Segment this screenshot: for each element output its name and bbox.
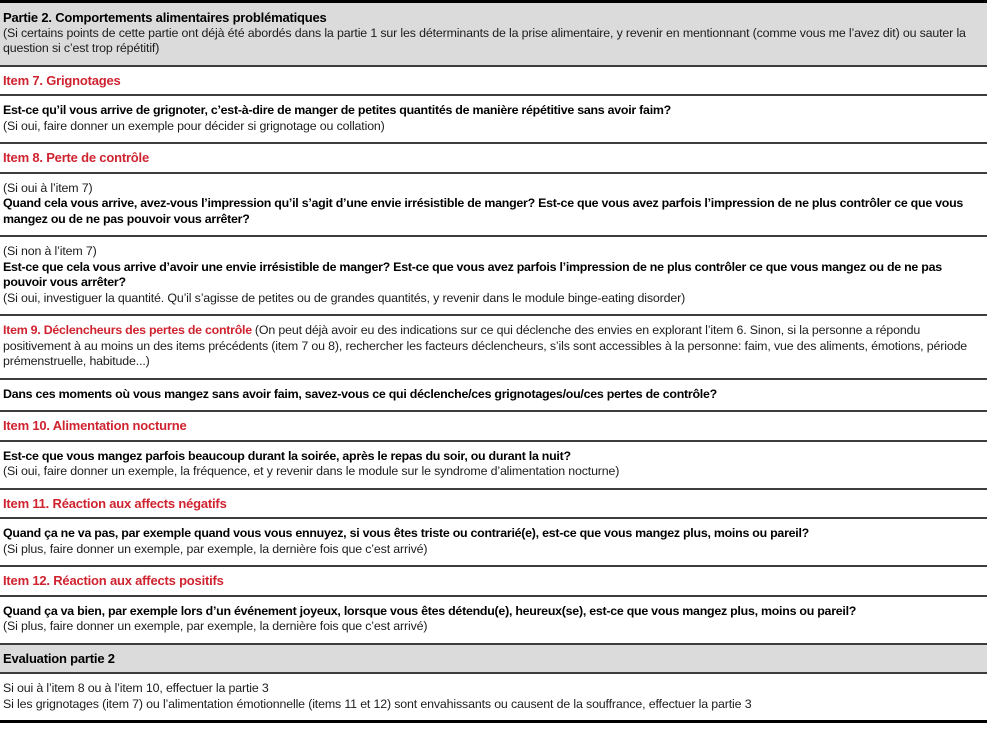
- item9-question: Dans ces moments où vous mangez sans avoir faim, savez-vous ce qui déclenche/ces grignotages/ou/ces pertes de contrôle?: [3, 386, 717, 401]
- item8-condition-yes: (Si oui à l’item 7): [3, 180, 93, 195]
- item10-question: Est-ce que vous mangez parfois beaucoup durant la soirée, après le repas du soir, ou durant la nuit?: [3, 448, 571, 463]
- item9-heading-paragraph: [3, 323, 977, 370]
- item8-question-yes: Quand cela vous arrive, avez-vous l’impression qu’il s’agit d’une envie irrésistible de manger? Est-ce que vous avez parfois l’impression de ne plus contrôler ce que vous mangez ou de ne pas pouvoir vous arrêter?: [3, 196, 964, 226]
- item7-question-row: [0, 96, 987, 144]
- part2-title: Partie 2. Comportements alimentaires problématiques: [3, 10, 327, 25]
- item9-heading-note: (On peut déjà avoir eu des indications sur ce qui déclenche des envies en explorant l’item 6. Sinon, si la personne a répondu positivement à au moins un des items précédents (item 7 ou 8), rechercher les facteurs déclencheurs, s’ils sont accessibles à la personne: faim, vue des aliments, émotions, période prémenstruelle, habitude...): [3, 323, 968, 368]
- evaluation-header-band: [0, 645, 987, 675]
- item9-heading-row: [0, 316, 987, 380]
- item10-heading: Item 10. Alimentation nocturne: [3, 418, 187, 433]
- item8-heading-row: [0, 144, 987, 174]
- item9-question-row: [0, 380, 987, 413]
- item10-note: (Si oui, faire donner un exemple, la fréquence, et y revenir dans le module sur le syndrome d’alimentation nocturne): [3, 464, 620, 478]
- item11-question: Quand ça ne va pas, par exemple quand vous vous ennuyez, si vous êtes triste ou contrarié(e), est-ce que vous mangez plus, moins ou pareil?: [3, 526, 809, 540]
- item7-heading: Item 7. Grignotages: [3, 72, 121, 88]
- item12-heading: Item 12. Réaction aux affects positifs: [3, 573, 224, 588]
- item11-question-row: [0, 519, 987, 567]
- evaluation-heading: Evaluation partie 2: [3, 650, 115, 666]
- item8-condition-no: (Si non à l’item 7): [3, 244, 97, 258]
- item9-heading: Item 9. Déclencheurs des pertes de contrôle: [3, 323, 252, 337]
- item11-note: (Si plus, faire donner un exemple, par exemple, la dernière fois que c’est arrivé): [3, 541, 428, 556]
- item11-heading-row: [0, 490, 987, 520]
- item8-no-branch-row: [0, 237, 987, 316]
- item12-heading-row: [0, 567, 987, 597]
- item11-heading: Item 11. Réaction aux affects négatifs: [3, 495, 227, 511]
- item7-note: (Si oui, faire donner un exemple pour décider si grignotage ou collation): [3, 118, 385, 133]
- part2-header-band: [0, 3, 987, 67]
- evaluation-rule-1: Si oui à l’item 8 ou à l’item 10, effectuer la partie 3: [3, 681, 269, 695]
- evaluation-rules-row: [0, 674, 987, 720]
- item7-heading-row: [0, 67, 987, 97]
- item8-note-no: (Si oui, investiguer la quantité. Qu’il s’agisse de petites ou de grandes quantités, y revenir dans le module binge-eating disorder): [3, 290, 686, 305]
- item12-question-row: [0, 597, 987, 645]
- part2-instruction-note: (Si certains points de cette partie ont déjà été abordés dans la partie 1 sur les déterminants de la prise alimentaire, y revenir en mentionnant (comme vous me l’avez dit) ou sauter la question si c’est trop répétitif): [3, 25, 966, 55]
- item12-question: Quand ça va bien, par exemple lors d’un événement joyeux, lorsque vous êtes détendu(e), heureux(se), est-ce que vous mangez plus, moins ou pareil?: [3, 603, 857, 618]
- item8-heading: Item 8. Perte de contrôle: [3, 150, 149, 165]
- item8-question-no: Est-ce que cela vous arrive d’avoir une envie irrésistible de manger? Est-ce que vous avez parfois l’impression de ne plus contrôler ce que vous mangez ou de ne pas pouvoir vous arrêter?: [3, 259, 942, 289]
- item10-question-row: [0, 442, 987, 490]
- evaluation-rule-2: Si les grignotages (item 7) ou l’alimentation émotionnelle (items 11 et 12) sont envahissants ou causent de la souffrance, effectuer la partie 3: [3, 696, 752, 711]
- item8-yes-branch-row: [0, 174, 987, 238]
- item7-question: Est-ce qu’il vous arrive de grignoter, c’est-à-dire de manger de petites quantités de manière répétitive sans avoir faim?: [3, 103, 671, 117]
- item10-heading-row: [0, 412, 987, 442]
- item12-note: (Si plus, faire donner un exemple, par exemple, la dernière fois que c’est arrivé): [3, 619, 428, 633]
